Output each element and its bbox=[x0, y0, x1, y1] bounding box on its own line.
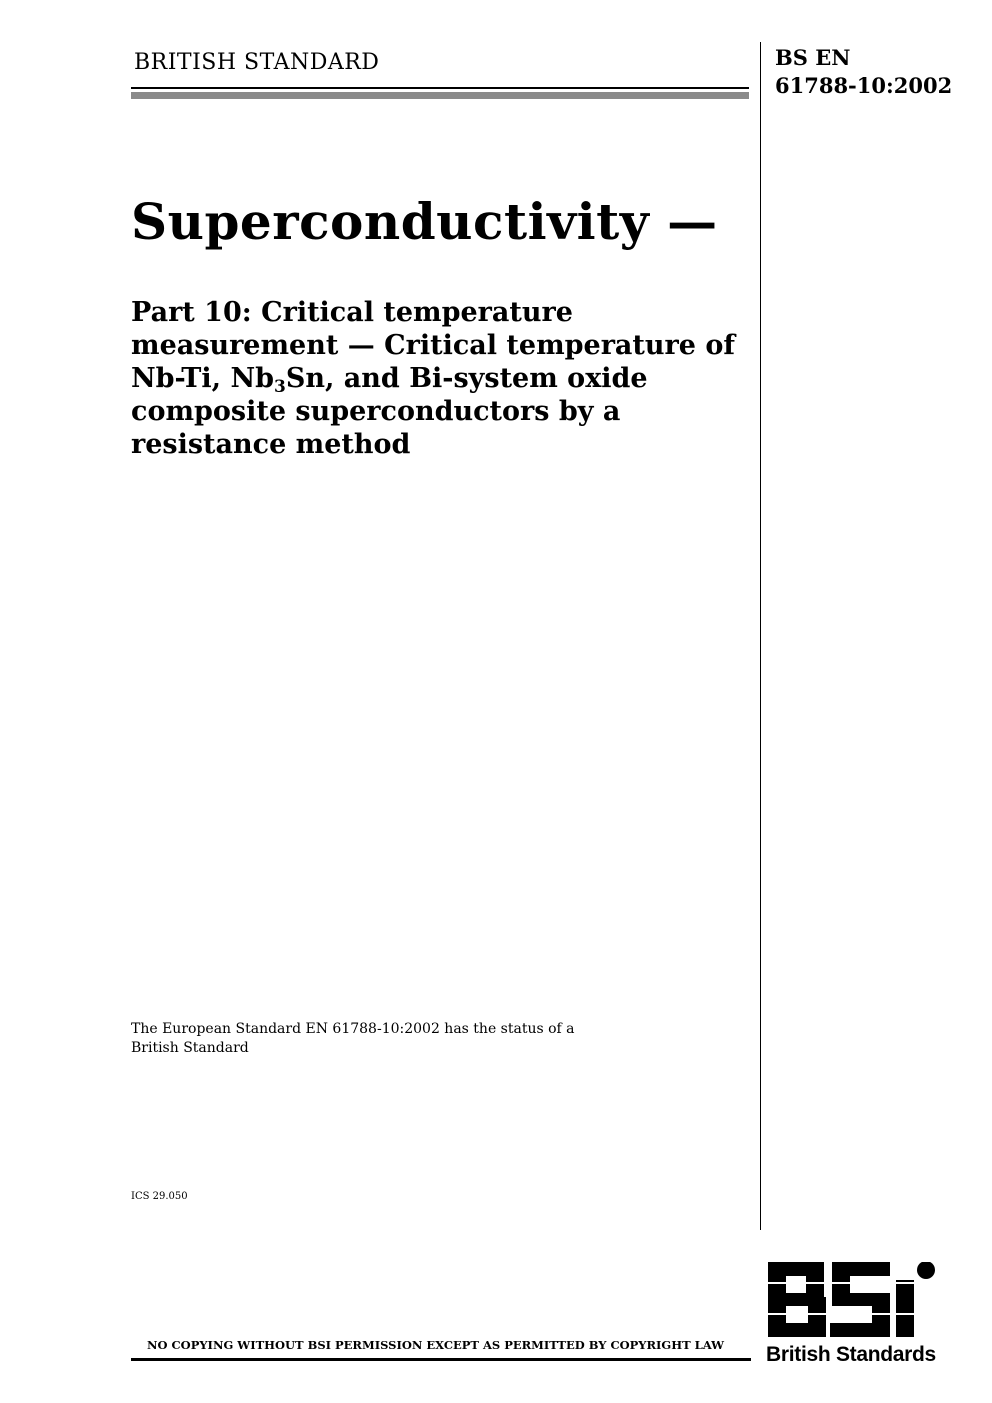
copyright-notice: NO COPYING WITHOUT BSI PERMISSION EXCEPT AS PERMITTED BY COPYRIGHT LAW bbox=[147, 1338, 725, 1352]
document-number bbox=[775, 44, 952, 100]
footer-rule bbox=[131, 1358, 751, 1361]
document-subtitle bbox=[131, 296, 761, 461]
subscript-3: 3 bbox=[274, 377, 286, 397]
header-label: BRITISH STANDARD bbox=[134, 50, 380, 75]
status-line-2: British Standard bbox=[131, 1040, 249, 1056]
subtitle-line-3-b: Sn, and Bi-system oxide bbox=[285, 363, 648, 394]
subtitle-line-4: composite superconductors by a bbox=[131, 396, 621, 427]
status-line-1: The European Standard EN 61788-10:2002 has the status of a bbox=[131, 1021, 575, 1037]
subtitle-line-5: resistance method bbox=[131, 429, 411, 460]
bsi-logo-caption: British Standards bbox=[766, 1343, 936, 1366]
margin-divider bbox=[760, 42, 761, 1230]
subtitle-line-1: Part 10: Critical temperature bbox=[131, 297, 573, 328]
ics-code: ICS 29.050 bbox=[131, 1191, 188, 1202]
status-statement bbox=[131, 1020, 651, 1058]
subtitle-line-2: measurement — Critical temperature of bbox=[131, 330, 735, 361]
subtitle-line-3 bbox=[131, 362, 761, 395]
header-rule-thin bbox=[131, 87, 749, 89]
header-rule-gray bbox=[131, 92, 749, 99]
document-number-line2: 61788-10:2002 bbox=[775, 73, 953, 98]
document-title: Superconductivity — bbox=[131, 192, 718, 251]
document-number-line1: BS EN bbox=[775, 45, 851, 70]
subtitle-line-3-a: Nb-Ti, Nb bbox=[131, 363, 275, 394]
